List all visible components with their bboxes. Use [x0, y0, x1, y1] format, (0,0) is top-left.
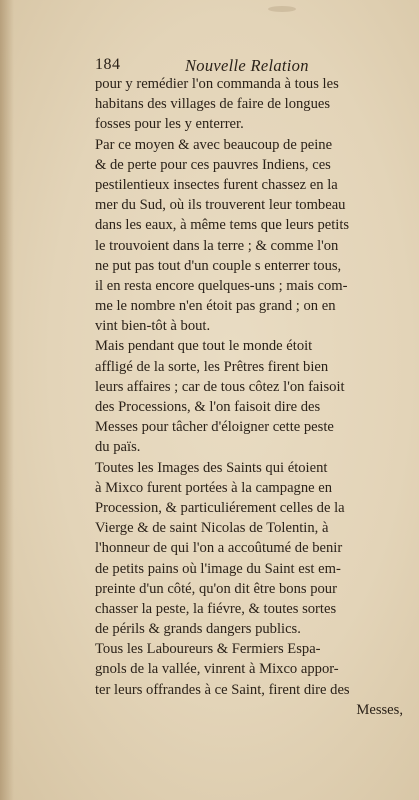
text-line: ter leurs offrandes à ce Saint, firent dire des [95, 681, 350, 698]
text-line: des Processions, & l'on faisoit dire des [95, 399, 321, 415]
text-line: affligé de la sorte, les Prêtres firent bien [95, 358, 329, 375]
text-line: Toutes les Images des Saints qui étoient [95, 459, 328, 476]
text-line: Procession, & particuliérement celles de la [95, 499, 345, 516]
text-line: Vierge & de saint Nicolas de Tolentin, à [95, 520, 329, 537]
text-line: ne put pas tout d'un couple s enterrer tous, [95, 257, 342, 274]
paper-stain [268, 6, 296, 12]
binding-shadow [0, 0, 14, 800]
text-line: pour y remédier l'on commanda à tous les [95, 76, 339, 92]
text-line: de périls & grands dangers publics. [95, 621, 301, 638]
text-line: preinte d'un côté, qu'on dit être bons pour [95, 580, 337, 597]
text-line: chasser la peste, la fiévre, & toutes sortes [95, 600, 337, 617]
text-line: Mais pendant que tout le monde étoit [95, 338, 313, 355]
text-line: l'honneur de qui l'on a accoûtumé de benir [95, 540, 343, 557]
text-line: fosses pour les y enterrer. [95, 116, 244, 133]
body-text [95, 74, 408, 720]
catchword-line: Messes, [356, 701, 403, 718]
page-number: 184 [95, 56, 121, 73]
text-line: gnols de la vallée, vinrent à Mixco appor- [95, 661, 339, 678]
text-line: me le nombre n'en étoit pas grand ; on en [95, 298, 336, 315]
text-line: vint bien-tôt à bout. [95, 318, 211, 335]
text-line: mer du Sud, où ils trouverent leur tombeau [95, 197, 346, 214]
text-line: Par ce moyen & avec beaucoup de peine [95, 136, 333, 153]
text-line: & de perte pour ces pauvres Indiens, ces [95, 156, 331, 173]
text-line: Messes pour tâcher d'éloigner cette peste [95, 419, 334, 436]
text-line: de petits pains où l'image du Saint est em- [95, 560, 341, 577]
text-line: Tous les Laboureurs & Fermiers Espa- [95, 641, 321, 658]
text-line: dans les eaux, à même tems que leurs petits [95, 217, 350, 234]
text-line: il en resta encore quelques-uns ; mais com- [95, 277, 348, 294]
text-line: du païs. [95, 439, 141, 456]
text-line: à Mixco furent portées à la campagne en [95, 479, 333, 496]
text-line: pestilentieux insectes furent chassez en la [95, 176, 338, 193]
running-title: Nouvelle Relation [185, 56, 309, 75]
text-line: leurs affaires ; car de tous côtez l'on faisoit [95, 378, 345, 395]
text-line: le trouvoient dans la terre ; & comme l'on [95, 237, 339, 254]
text-line: habitans des villages de faire de longues [95, 96, 331, 113]
